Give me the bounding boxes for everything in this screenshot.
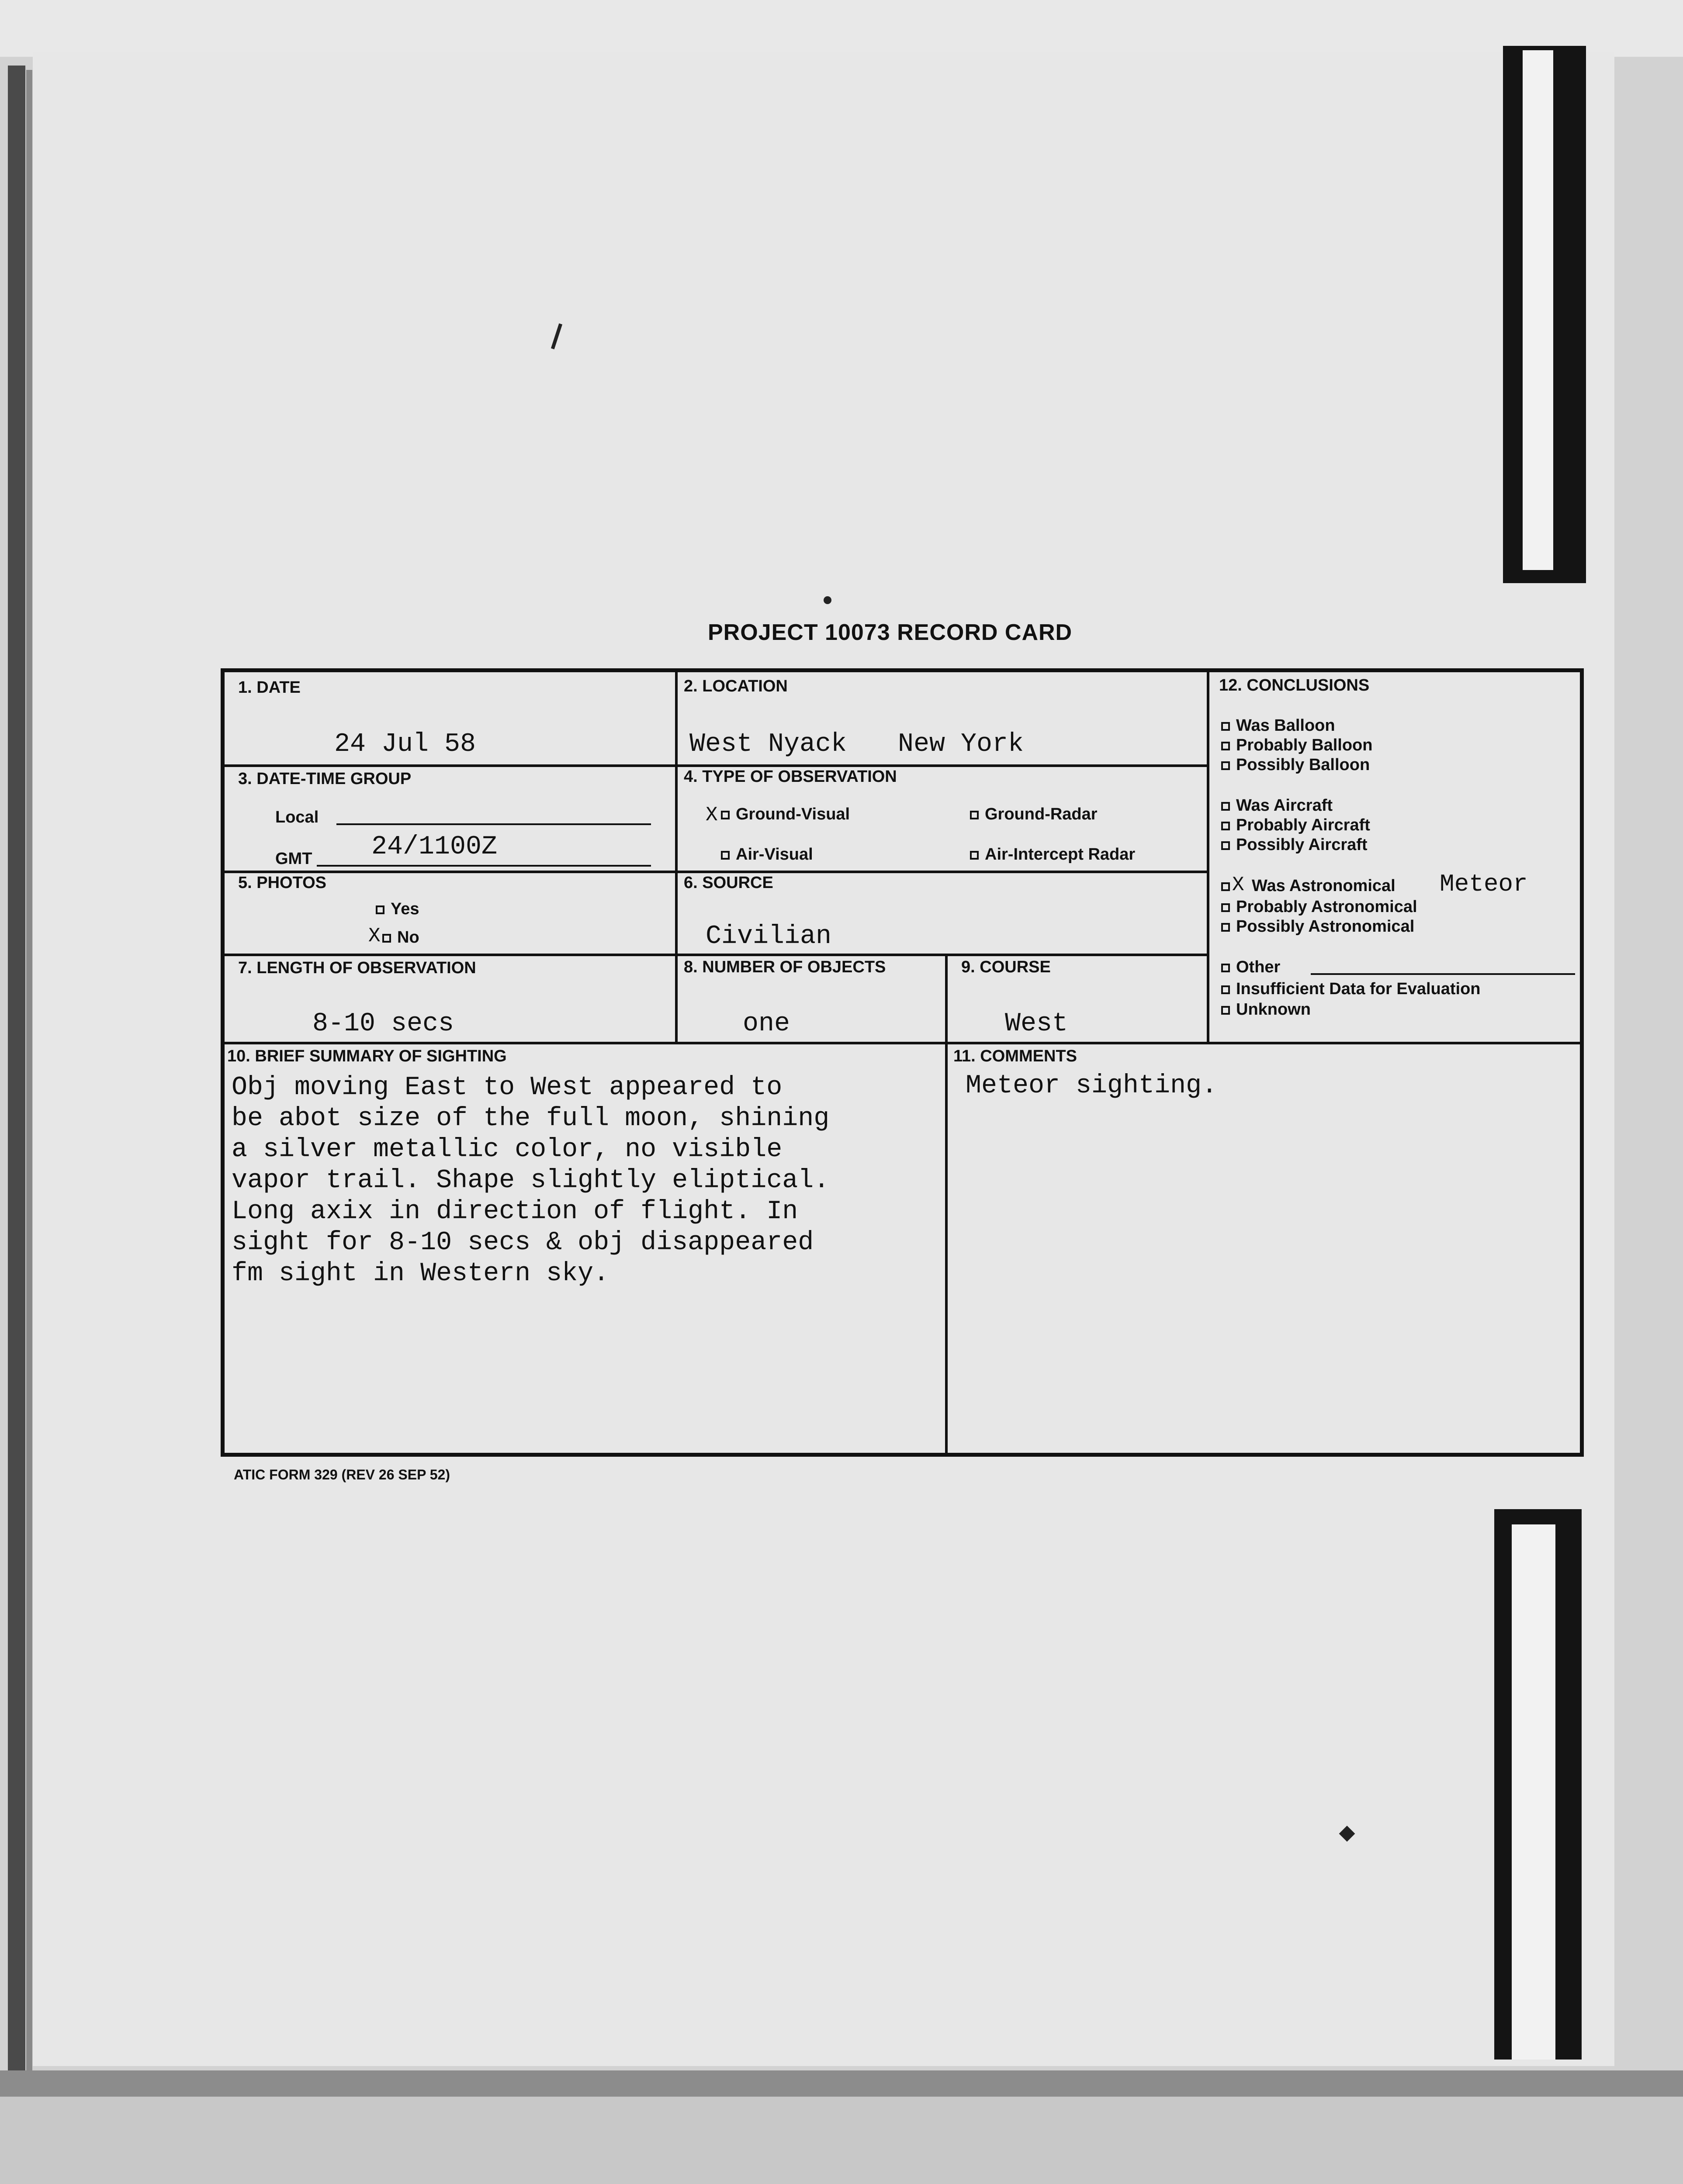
- was-aircraft-checkbox[interactable]: [1221, 802, 1230, 811]
- summary-line: sight for 8-10 secs & obj disappeared: [232, 1228, 814, 1258]
- source-label: 6. SOURCE: [684, 874, 773, 892]
- probably-balloon-text: Probably Balloon: [1236, 736, 1373, 754]
- location-value-suffix: New York: [898, 729, 1024, 759]
- course-value: West: [1005, 1009, 1068, 1039]
- other-underline: [1311, 973, 1575, 975]
- gmt-underline: [317, 865, 651, 867]
- row-divider: [223, 871, 1208, 873]
- location-value-prefix: West Nyack: [689, 729, 847, 759]
- insufficient-checkbox[interactable]: [1221, 985, 1230, 994]
- conclusion-was-aircraft: [1221, 796, 1333, 815]
- film-sprocket-bottom-gap: [1512, 1524, 1555, 2060]
- ground-visual-option: [721, 805, 850, 824]
- conclusion-probably-aircraft: [1221, 816, 1370, 835]
- film-top-margin: [0, 0, 1683, 57]
- summary-line: Long axix in direction of flight. In: [232, 1197, 798, 1227]
- conclusion-other: [1221, 958, 1280, 977]
- ground-radar-text: Ground-Radar: [985, 805, 1098, 823]
- row-divider: [223, 1042, 1582, 1044]
- col-divider: [675, 670, 678, 1042]
- probably-aircraft-text: Probably Aircraft: [1236, 816, 1370, 834]
- ground-radar-checkbox[interactable]: [970, 811, 979, 819]
- local-label: Local: [275, 808, 319, 826]
- astronomical-note: Meteor: [1440, 870, 1528, 898]
- row-divider: [223, 764, 1208, 767]
- possibly-aircraft-checkbox[interactable]: [1221, 841, 1230, 850]
- length-label: 7. LENGTH OF OBSERVATION: [238, 959, 476, 977]
- gmt-label: GMT: [275, 850, 312, 868]
- comments-value: Meteor sighting.: [966, 1071, 1218, 1101]
- probably-astronomical-text: Probably Astronomical: [1236, 898, 1417, 916]
- objects-label: 8. NUMBER OF OBJECTS: [684, 958, 886, 976]
- film-speck: [824, 596, 831, 604]
- comments-label: 11. COMMENTS: [953, 1047, 1077, 1065]
- possibly-astronomical-text: Possibly Astronomical: [1236, 917, 1415, 936]
- photos-no-checkbox[interactable]: [382, 934, 391, 943]
- conclusion-possibly-balloon: [1221, 756, 1370, 774]
- probably-aircraft-checkbox[interactable]: [1221, 822, 1230, 830]
- summary-line: fm sight in Western sky.: [232, 1259, 609, 1289]
- conclusion-probably-balloon: [1221, 736, 1372, 755]
- air-intercept-radar-checkbox[interactable]: [970, 851, 979, 860]
- possibly-balloon-text: Possibly Balloon: [1236, 756, 1370, 774]
- film-left-edge-inner: [26, 70, 32, 2079]
- conclusion-possibly-astronomical: [1221, 917, 1414, 936]
- film-sprocket-top-gap: [1523, 50, 1553, 570]
- possibly-astronomical-checkbox[interactable]: [1221, 923, 1230, 932]
- conclusions-label: 12. CONCLUSIONS: [1219, 676, 1370, 695]
- card-title: PROJECT 10073 RECORD CARD: [708, 620, 1073, 645]
- col-divider: [1207, 670, 1209, 1042]
- film-bottom-area: [0, 2097, 1683, 2184]
- ground-visual-check-mark: X: [706, 804, 718, 826]
- air-intercept-radar-text: Air-Intercept Radar: [985, 845, 1136, 864]
- row-divider: [223, 954, 1208, 956]
- location-label: 2. LOCATION: [684, 677, 788, 695]
- film-left-edge: [8, 66, 25, 2075]
- type-of-observation-label: 4. TYPE OF OBSERVATION: [684, 767, 897, 786]
- date-time-group-label: 3. DATE-TIME GROUP: [238, 770, 412, 788]
- date-value: 24 Jul 58: [334, 729, 476, 759]
- probably-balloon-checkbox[interactable]: [1221, 742, 1230, 750]
- ground-radar-option: [970, 805, 1098, 824]
- unknown-checkbox[interactable]: [1221, 1006, 1230, 1015]
- air-intercept-radar-option: [970, 845, 1135, 864]
- conclusion-was-balloon: [1221, 716, 1335, 735]
- source-value: Civilian: [706, 922, 832, 951]
- film-bottom-band: [0, 2070, 1683, 2097]
- summary-line: be abot size of the full moon, shining: [232, 1104, 830, 1133]
- air-visual-text: Air-Visual: [736, 845, 813, 864]
- objects-value: one: [743, 1009, 790, 1039]
- possibly-balloon-checkbox[interactable]: [1221, 761, 1230, 770]
- local-underline: [336, 823, 651, 825]
- was-astronomical-text: Was Astronomical: [1252, 877, 1396, 895]
- conclusion-unknown: [1221, 1000, 1311, 1019]
- ground-visual-text: Ground-Visual: [736, 805, 850, 823]
- course-label: 9. COURSE: [961, 958, 1051, 976]
- probably-astronomical-checkbox[interactable]: [1221, 903, 1230, 912]
- other-checkbox[interactable]: [1221, 964, 1230, 972]
- was-balloon-text: Was Balloon: [1236, 716, 1335, 735]
- was-balloon-checkbox[interactable]: [1221, 722, 1230, 731]
- air-visual-checkbox[interactable]: [721, 851, 730, 860]
- other-text: Other: [1236, 958, 1281, 976]
- ground-visual-checkbox[interactable]: [721, 811, 730, 819]
- possibly-aircraft-text: Possibly Aircraft: [1236, 836, 1368, 854]
- form-id: ATIC FORM 329 (REV 26 SEP 52): [234, 1467, 450, 1482]
- photos-yes-text: Yes: [391, 900, 419, 918]
- summary-text: [232, 1072, 957, 1289]
- photos-no-option: [382, 928, 419, 947]
- unknown-text: Unknown: [1236, 1000, 1311, 1019]
- was-astronomical-checkbox[interactable]: [1221, 882, 1230, 891]
- air-visual-option: [721, 845, 813, 864]
- summary-line: a silver metallic color, no visible: [232, 1135, 783, 1165]
- photos-yes-option: [376, 900, 419, 919]
- photos-yes-checkbox[interactable]: [376, 905, 384, 914]
- conclusion-insufficient: [1221, 980, 1481, 999]
- conclusion-was-astronomical: [1221, 877, 1396, 895]
- conclusion-probably-astronomical: [1221, 898, 1417, 916]
- length-value: 8-10 secs: [312, 1009, 454, 1039]
- was-aircraft-text: Was Aircraft: [1236, 796, 1333, 815]
- was-astronomical-check-mark: X: [1232, 874, 1244, 896]
- insufficient-text: Insufficient Data for Evaluation: [1236, 980, 1481, 998]
- summary-label: 10. BRIEF SUMMARY OF SIGHTING: [227, 1047, 507, 1065]
- conclusion-possibly-aircraft: [1221, 836, 1368, 854]
- photos-label: 5. PHOTOS: [238, 874, 327, 892]
- photos-no-text: No: [397, 928, 419, 947]
- photos-no-check-mark: X: [368, 925, 381, 947]
- date-label: 1. DATE: [238, 678, 301, 697]
- summary-line: Obj moving East to West appeared to: [232, 1073, 783, 1102]
- gmt-value: 24/1100Z: [371, 832, 498, 862]
- summary-line: vapor trail. Shape slightly eliptical.: [232, 1166, 830, 1196]
